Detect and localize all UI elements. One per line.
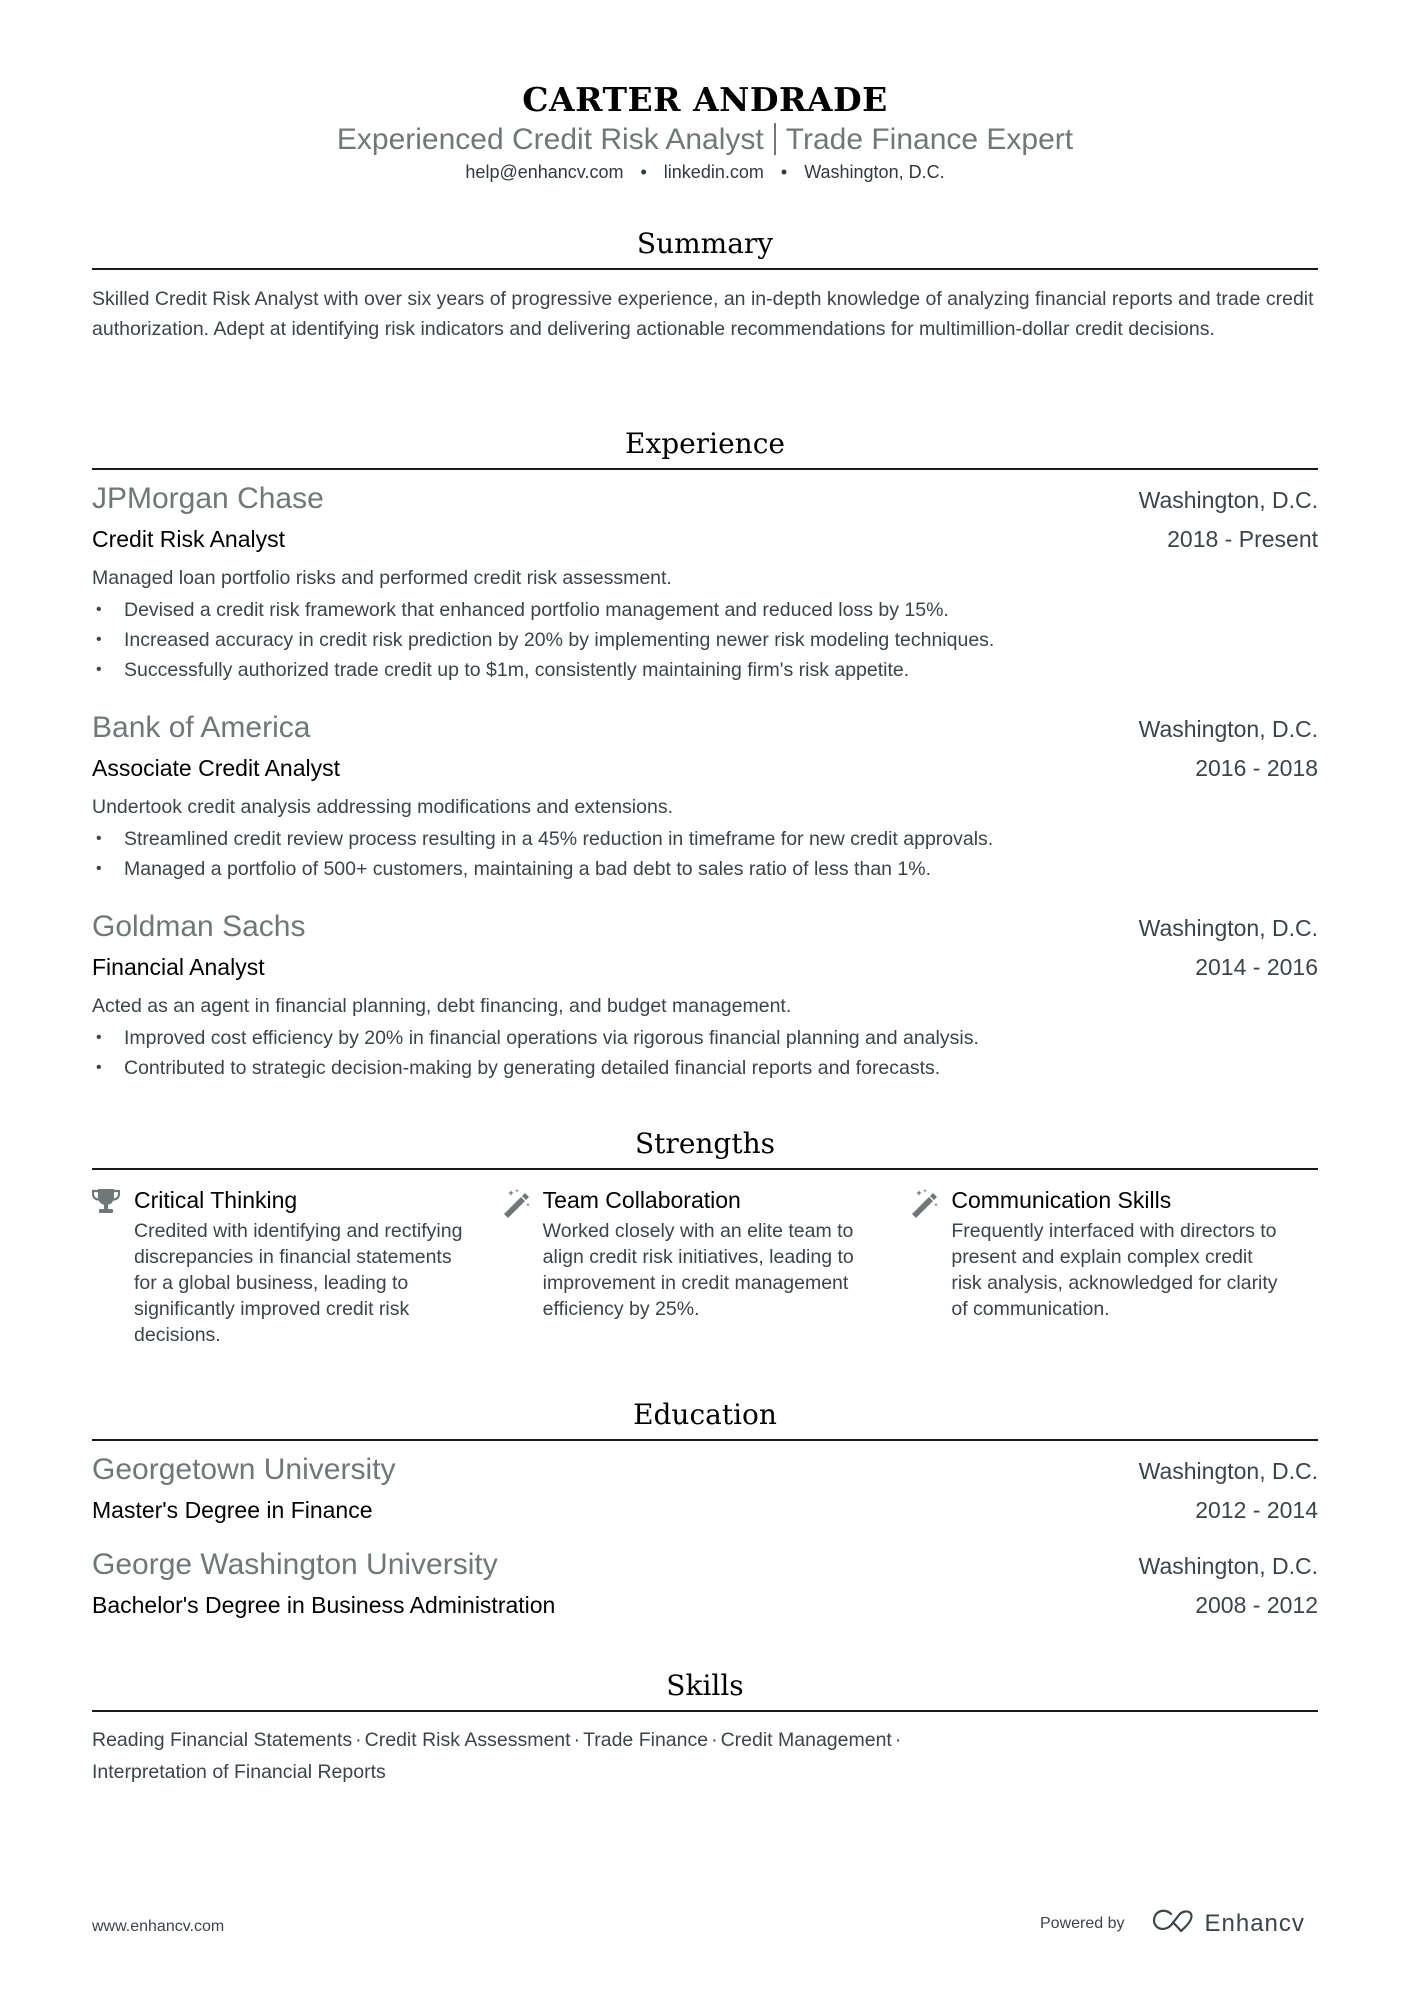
education-section — [92, 1397, 1318, 1625]
strength-title: Communication Skills — [951, 1187, 1172, 1213]
strength-description: Worked closely with an elite team to align credit risk initiatives, leading to improvement in credit management efficiency by 25%. — [542, 1220, 854, 1320]
entry-dates: 2008 - 2012 — [1195, 1592, 1318, 1618]
section-divider — [92, 1710, 1318, 1712]
candidate-headline — [92, 122, 1318, 158]
achievement-item: • Managed a portfolio of 500+ customers, maintaining a bad debt to sales ratio of less than 1%. — [92, 854, 1318, 884]
achievement-item: • Devised a credit risk framework that enhanced portfolio management and reduced loss by 15%. — [92, 595, 1318, 625]
section-title-education: Education — [633, 1398, 777, 1431]
entry-description: Undertook credit analysis addressing modifications and extensions. — [92, 796, 673, 818]
entry-location: Washington, D.C. — [1138, 915, 1318, 941]
entry-dates: 2018 - Present — [1167, 526, 1318, 552]
education-entry — [92, 1451, 1318, 1530]
skill-separator: · — [355, 1729, 362, 1751]
enhancv-brand-name: Enhancv — [1204, 1909, 1305, 1937]
section-divider — [92, 268, 1318, 270]
school-name: George Washington University — [92, 1548, 498, 1581]
strength-description: Frequently interfaced with directors to present and explain complex credit risk analysis, acknowledged for clarity of communication. — [951, 1220, 1278, 1320]
experience-entry — [92, 480, 1318, 685]
section-title-strengths: Strengths — [635, 1127, 775, 1160]
entry-description: Acted as an agent in financial planning, debt financing, and budget management. — [92, 995, 792, 1017]
job-title: Credit Risk Analyst — [92, 526, 286, 552]
entry-location: Washington, D.C. — [1138, 1553, 1318, 1579]
experience-section — [92, 426, 1318, 1083]
job-title: Financial Analyst — [92, 954, 265, 980]
skills-list — [92, 1724, 1112, 1788]
strength-item — [92, 1184, 501, 1348]
strength-title: Critical Thinking — [134, 1187, 298, 1213]
headline-secondary: Trade Finance Expert — [785, 123, 1074, 156]
skill-item: Credit Management — [720, 1729, 892, 1751]
entry-location: Washington, D.C. — [1138, 487, 1318, 513]
entry-dates: 2012 - 2014 — [1195, 1497, 1318, 1523]
entry-dates: 2016 - 2018 — [1195, 755, 1318, 781]
trophy-icon — [92, 1184, 134, 1348]
contact-linkedin[interactable]: linkedin.com — [663, 162, 764, 182]
entry-location: Washington, D.C. — [1138, 1458, 1318, 1484]
achievement-item: • Contributed to strategic decision-making by generating detailed financial reports and forecasts. — [92, 1053, 1318, 1083]
candidate-name: CARTER ANDRADE — [522, 80, 888, 119]
skills-section — [92, 1668, 1318, 1788]
education-entry — [92, 1546, 1318, 1625]
entry-location: Washington, D.C. — [1138, 716, 1318, 742]
strength-description: Credited with identifying and rectifying discrepancies in financial statements for a global business, leading to significantly improved credit risk decisions. — [134, 1220, 463, 1346]
company-name: Goldman Sachs — [92, 910, 306, 943]
resume-header — [92, 80, 1318, 184]
entry-dates: 2014 - 2016 — [1195, 954, 1318, 980]
achievement-list — [92, 595, 1318, 685]
skill-separator: · — [894, 1729, 902, 1751]
strength-title: Team Collaboration — [542, 1187, 741, 1213]
section-title-summary: Summary — [636, 227, 774, 260]
achievement-item: • Increased accuracy in credit risk prediction by 20% by implementing newer risk modeling techniques. — [92, 625, 1318, 655]
footer-website[interactable]: www.enhancv.com — [92, 1918, 225, 1935]
skill-separator: · — [573, 1729, 581, 1751]
contact-email[interactable]: help@enhancv.com — [465, 162, 624, 182]
experience-entry — [92, 709, 1318, 884]
summary-section — [92, 226, 1318, 344]
contact-location: Washington, D.C. — [804, 162, 945, 182]
magic-wand-icon — [909, 1184, 951, 1348]
strengths-section — [92, 1126, 1318, 1348]
headline-primary: Experienced Credit Risk Analyst — [336, 123, 764, 156]
contact-line — [92, 160, 1318, 184]
strength-item — [501, 1184, 910, 1348]
experience-entry — [92, 908, 1318, 1083]
achievement-item: • Successfully authorized trade credit up to $1m, consistently maintaining firm's risk appetite. — [92, 655, 1318, 685]
company-name: JPMorgan Chase — [92, 482, 324, 515]
skill-item: Reading Financial Statements — [92, 1729, 353, 1751]
summary-text: Skilled Credit Risk Analyst with over six years of progressive experience, an in-depth knowledge of analyzing financial reports and trade credit authorization. Adept at identifying risk indicators and delivering actionable recommendations for multimillion-dollar credit decisions. — [92, 288, 1314, 340]
powered-by-label: Powered by — [1040, 1914, 1125, 1932]
company-name: Bank of America — [92, 711, 311, 744]
strengths-grid — [92, 1184, 1318, 1348]
school-name: Georgetown University — [92, 1453, 396, 1486]
skill-separator: · — [711, 1729, 718, 1751]
achievement-item: • Improved cost efficiency by 20% in financial operations via rigorous financial planning and analysis. — [92, 1023, 1318, 1053]
degree: Bachelor's Degree in Business Administration — [92, 1592, 556, 1618]
skill-item: Credit Risk Assessment — [364, 1729, 571, 1751]
degree: Master's Degree in Finance — [92, 1497, 373, 1523]
contact-separator: • — [640, 162, 647, 182]
section-divider — [92, 1168, 1318, 1170]
section-divider — [92, 1439, 1318, 1441]
skill-item: Interpretation of Financial Reports — [92, 1761, 386, 1783]
achievement-list — [92, 824, 1318, 884]
section-divider — [92, 468, 1318, 470]
footer-branding — [1040, 1908, 1305, 1939]
section-title-experience: Experience — [625, 427, 785, 460]
achievement-item: • Streamlined credit review process resulting in a 45% reduction in timeframe for new credit approvals. — [92, 824, 1318, 854]
contact-separator: • — [780, 162, 788, 182]
strength-item — [909, 1184, 1318, 1348]
skill-item: Trade Finance — [583, 1729, 709, 1751]
enhancv-logo-icon — [1151, 1908, 1197, 1939]
magic-wand-icon — [501, 1184, 543, 1348]
section-title-skills: Skills — [666, 1669, 744, 1702]
job-title: Associate Credit Analyst — [92, 755, 341, 781]
achievement-list — [92, 1023, 1318, 1083]
headline-divider — [774, 123, 776, 155]
entry-description: Managed loan portfolio risks and performed credit risk assessment. — [92, 567, 672, 589]
